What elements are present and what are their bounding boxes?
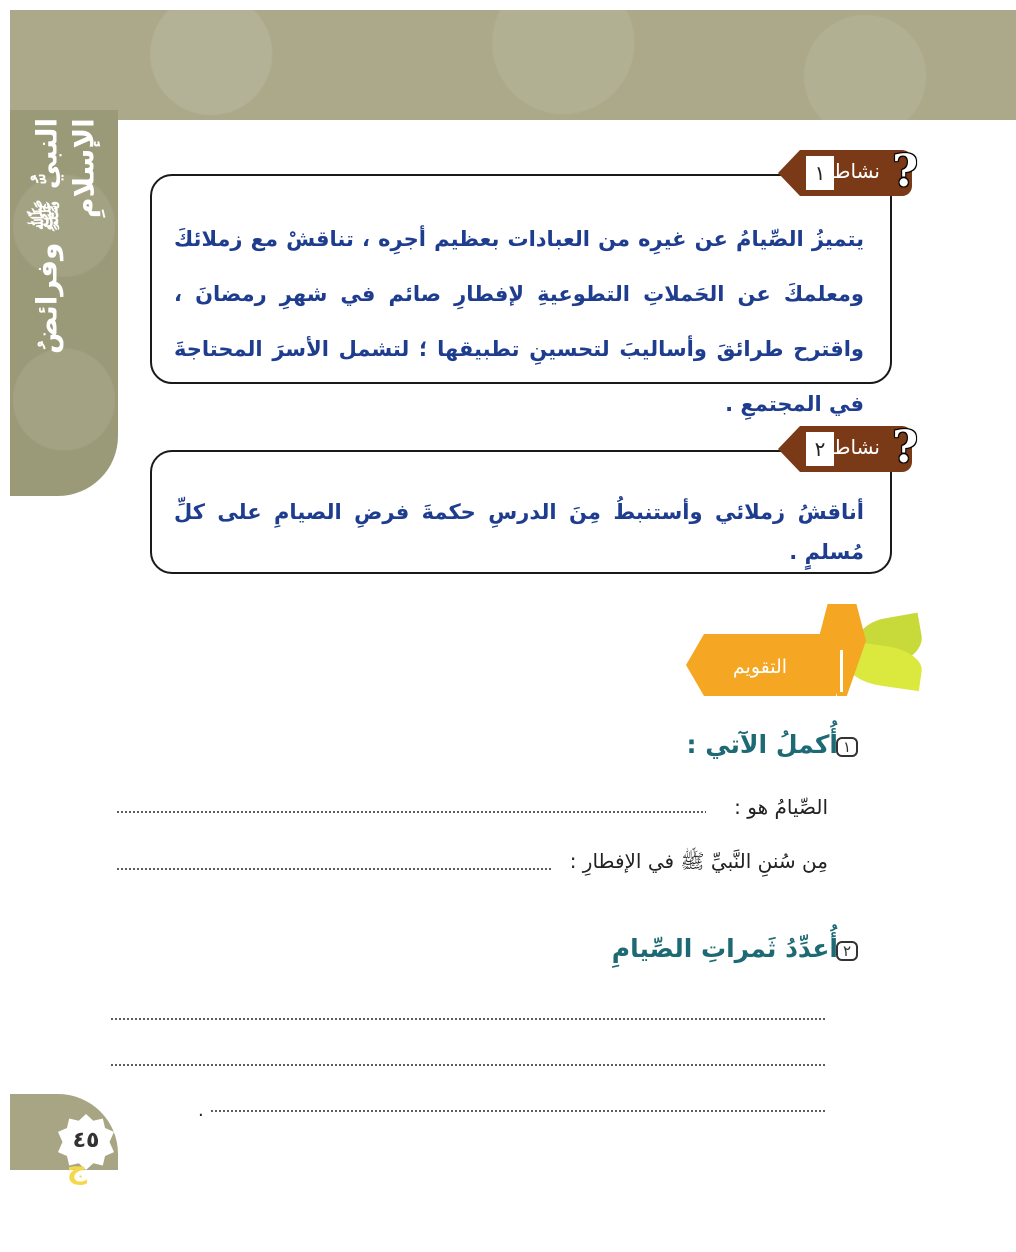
pen-nib-slit [840,650,843,692]
answer-line[interactable] [116,811,706,813]
answer-end-mark: . [198,1100,204,1121]
chapter-title: النبيُّ ﷺ وفرائضُ الإسلامِ [30,118,101,355]
evaluation-title: التقويم [732,656,788,678]
page-number: ٤٥ [72,1128,100,1153]
activity-1-number: ١ [806,156,834,190]
question-1-number: ١ [836,737,858,757]
answer-line[interactable] [110,1064,825,1066]
activity-2-label: نشاط [832,435,880,459]
activity-1-text: يتميزُ الصِّيامُ عن غيرِه من العبادات بعظيم أجرِه ، تناقشْ مع زملائكَ ومعلمكَ عن الحَملاتِ التطوعيةِ لإفطارِ صائم في شهرِ رمضانَ ، واقترح طرائقَ وأساليبَ لتحسينِ تطبيقها ؛ لتشمل الأسرَ المحتاجةَ في المجتمعِ . [174,227,864,416]
answer-line[interactable] [116,868,552,870]
question-2-title: أُعدِّدُ ثَمراتِ الصِّيامِ [611,934,838,963]
activity-2-tag [800,422,918,473]
question-1-title: أُكملُ الآتي : [686,730,838,759]
header-band [10,10,1016,120]
answer-line[interactable] [210,1110,825,1112]
activity-1-tag [800,146,918,197]
question-1-line-1: الصِّيامُ هو : [734,795,828,819]
activity-2-number: ٢ [806,432,834,466]
question-2-number: ٢ [836,941,858,961]
question-1-line-2: مِن سُننِ النَّبيِّ ﷺ في الإفطارِ : [569,849,828,873]
activity-1-card [150,174,892,416]
activity-1-label: نشاط [832,159,880,183]
publisher-mark-icon: ج [66,1152,88,1185]
tag-arrow-shape [778,150,800,196]
answer-line[interactable] [110,1018,825,1020]
question-mark-icon: ? [892,422,918,473]
tag-arrow-shape [778,426,800,472]
activity-2-text: أناقشُ زملائي وأستنبطُ مِنَ الدرسِ حكمةَ فرضِ الصيامِ على كلِّ مُسلمٍ . [174,500,864,564]
question-mark-icon: ? [892,146,918,197]
